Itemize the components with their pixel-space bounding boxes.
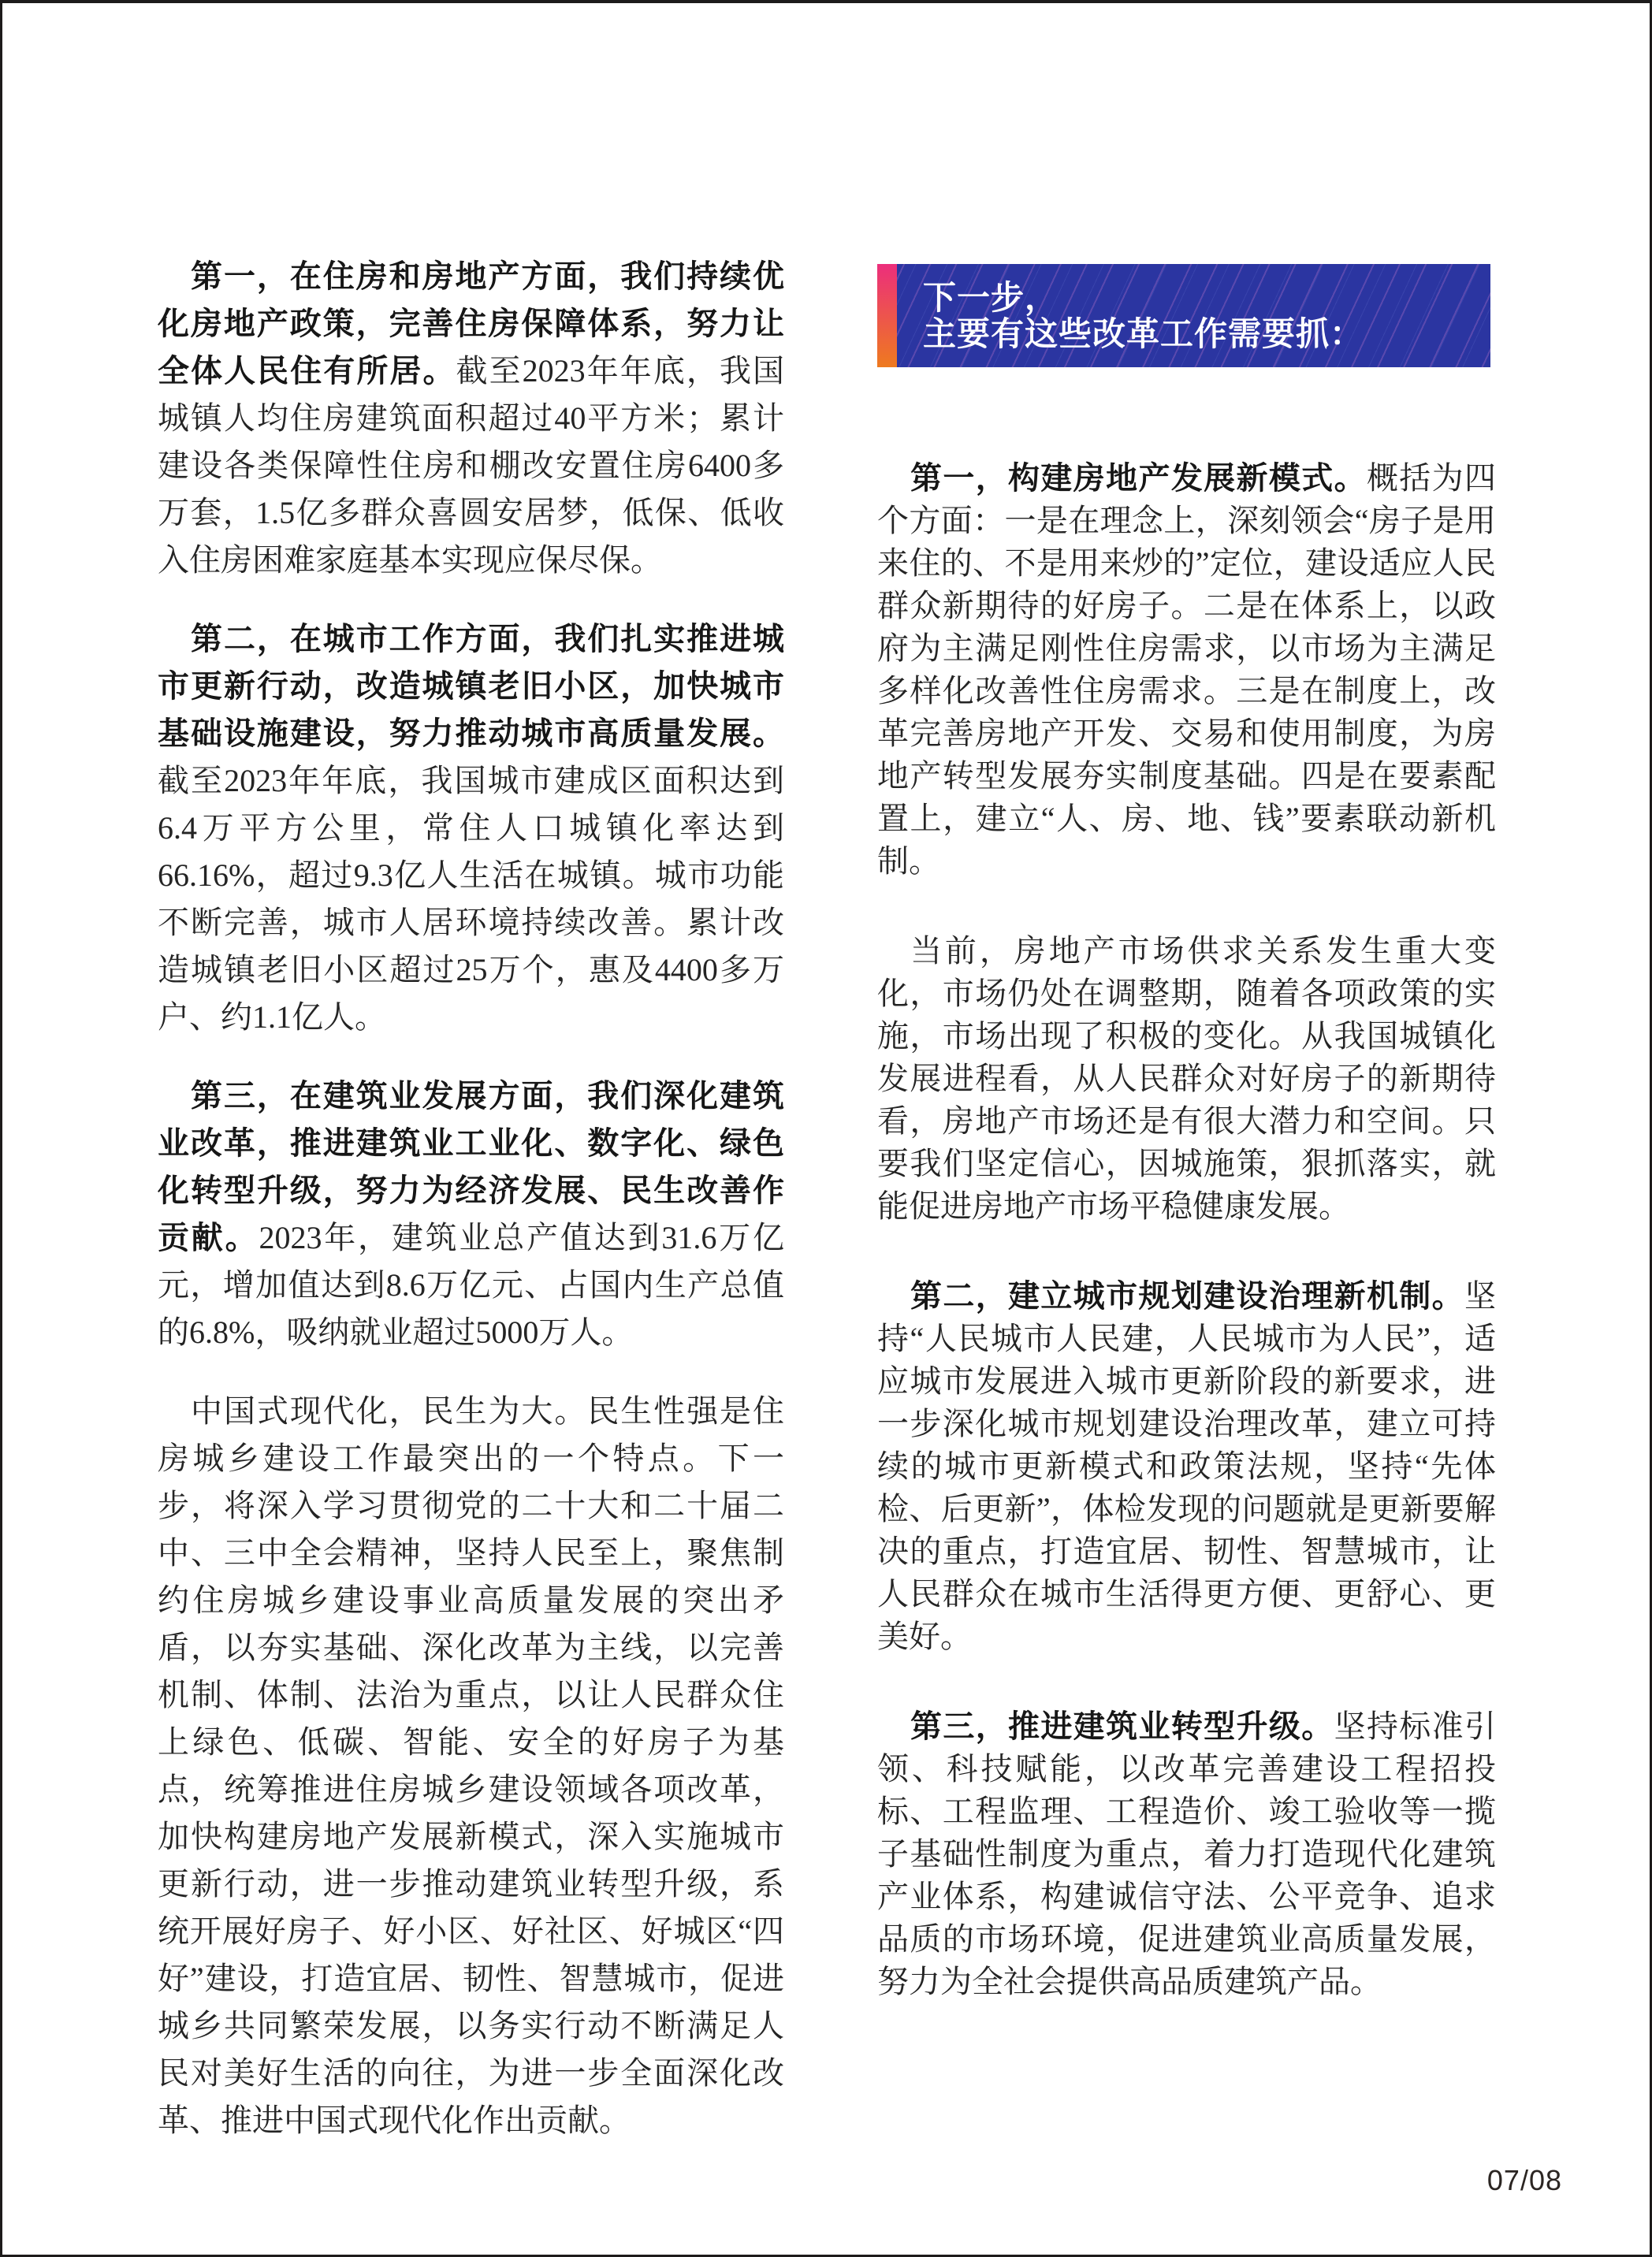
page-number: 07/08	[1486, 2164, 1562, 2196]
paragraph	[158, 615, 784, 1041]
paragraph	[877, 457, 1496, 883]
banner-title-line2: 主要有这些改革工作需要抓：	[923, 314, 1364, 352]
section-banner	[877, 264, 1490, 367]
paragraph-text: 坚持标准引领、科技赋能，以改革完善建设工程招投标、工程监理、工程造价、竣工验收等一揽子基础性制度为重点，着力打造现代化建筑产业体系，构建诚信守法、公平竞争、追求品质的市场环境，促进建筑业高质量发展，努力为全社会提供高品质建筑产品。	[877, 1709, 1497, 1999]
paragraph	[158, 253, 784, 584]
paragraph-text: 中国式现代化，民生为大。民生性强是住房城乡建设工作最突出的一个特点。下一步，将深入学习贯彻党的二十大和二十届二中、三中全会精神，坚持人民至上，聚焦制约住房城乡建设事业高质量发展的突出矛盾，以夯实基础、深化改革为主线，以完善机制、体制、法治为重点，以让人民群众住上绿色、低碳、智能、安全的好房子为基点，统筹推进住房城乡建设领域各项改革，加快构建房地产发展新模式，深入实施城市更新行动，进一步推动建筑业转型升级，系统开展好房子、好小区、好社区、好城区“四好”建设，打造宜居、韧性、智慧城市，促进城乡共同繁荣发展，以务实行动不断满足人民对美好生活的向往，为进一步全面深化改革、推进中国式现代化作出贡献。	[158, 1393, 784, 2138]
left-column	[158, 253, 784, 2176]
paragraph-lead: 第三，在建筑业发展方面，我们深化建筑业改革，推进建筑业工业化、数字化、绿色化转型升级，努力为经济发展、民生改善作贡献。	[158, 1079, 784, 1255]
paragraph-text: 截至2023年年底，我国城市建成区面积达到6.4万平方公里，常住人口城镇化率达到66.16%，超过9.3亿人生活在城镇。城市功能不断完善，城市人居环境持续改善。累计改造城镇老旧小区超过25万个，惠及4400多万户、约1.1亿人。	[158, 763, 784, 1035]
paragraph-lead: 第二，在城市工作方面，我们扎实推进城市更新行动，改造城镇老旧小区，加快城市基础设施建设，努力推动城市高质量发展。	[158, 622, 784, 751]
banner-title-line1: 下一步，	[923, 278, 1059, 316]
right-column	[877, 264, 1496, 2051]
paragraph-text: 截至2023年年底，我国城镇人均住房建筑面积超过40平方米；累计建设各类保障性住房和棚改安置住房6400多万套，1.5亿多群众喜圆安居梦，低保、低收入住房困难家庭基本实现应保尽保。	[158, 353, 785, 578]
paragraph-lead: 第三，推进建筑业转型升级。	[910, 1709, 1334, 1744]
paragraph	[158, 1073, 784, 1356]
banner-accent-stripe	[877, 264, 897, 367]
paragraph	[877, 1705, 1496, 2003]
paragraph-lead: 第一，在住房和房地产方面，我们持续优化房地产政策，完善住房保障体系，努力让全体人民住有所居。	[158, 259, 784, 389]
paragraph	[158, 1388, 784, 2144]
paragraph-text: 当前，房地产市场供求关系发生重大变化，市场仍处在调整期，随着各项政策的实施，市场出现了积极的变化。从我国城镇化发展进程看，从人民群众对好房子的新期待看，房地产市场还是有很大潜力和空间。只要我们坚定信心，因城施策，狠抓落实，就能促进房地产市场平稳健康发展。	[877, 933, 1496, 1224]
paragraph-lead: 第一，构建房地产发展新模式。	[910, 461, 1367, 496]
paragraph	[877, 930, 1496, 1228]
paragraph	[877, 1275, 1496, 1658]
paragraph-text: 概括为四个方面：一是在理念上，深刻领会“房子是用来住的、不是用来炒的”定位，建设适应人民群众新期待的好房子。二是在体系上，以政府为主满足刚性住房需求，以市场为主满足多样化改善性住房需求。三是在制度上，改革完善房地产开发、交易和使用制度，为房地产转型发展夯实制度基础。四是在要素配置上，建立“人、房、地、钱”要素联动新机制。	[877, 460, 1497, 879]
paragraph-text: 2023年，建筑业总产值达到31.6万亿元，增加值达到8.6万亿元、占国内生产总值的6.8%，吸纳就业超过5000万人。	[158, 1220, 784, 1350]
paragraph-text: 坚持“人民城市人民建，人民城市为人民”，适应城市发展进入城市更新阶段的新要求，进一步深化城市规划建设治理改革，建立可持续的城市更新模式和政策法规，坚持“先体检、后更新”，体检发现的问题就是更新要解决的重点，打造宜居、韧性、智慧城市，让人民群众在城市生活得更方便、更舒心、更美好。	[877, 1278, 1496, 1654]
paragraph-lead: 第二，建立城市规划建设治理新机制。	[910, 1279, 1464, 1314]
